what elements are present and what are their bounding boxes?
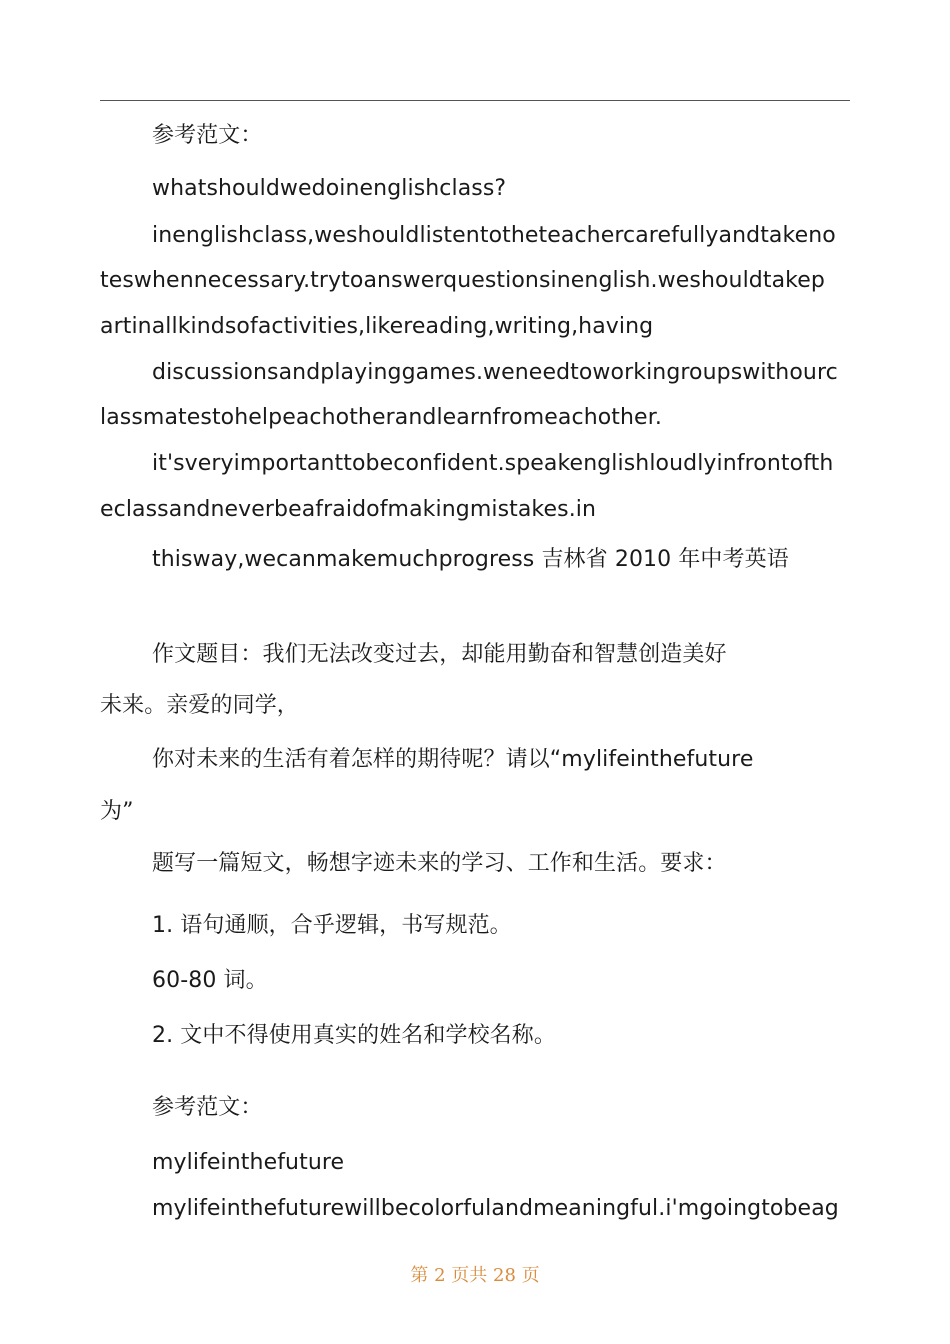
- section-heading: 参考范文：: [152, 1095, 263, 1120]
- text-line: it'sveryimportanttobeconfident.speakenglishloudlyinfrontofth: [152, 451, 834, 476]
- requirement-item: 1. 语句通顺，合乎逻辑，书写规范。: [152, 913, 512, 938]
- prompt-line: 为”: [100, 799, 134, 824]
- essay-title: mylifeinthefuture: [152, 1150, 345, 1175]
- requirement-item: 2. 文中不得使用真实的姓名和学校名称。: [152, 1023, 556, 1048]
- text-line: artinallkindsofactivities,likereading,writing,having: [100, 314, 654, 339]
- essay-title: whatshouldwedoinenglishclass?: [152, 176, 507, 201]
- text-line: inenglishclass,weshouldlistentotheteachercarefullyandtakeno: [152, 223, 836, 248]
- text-line: mylifeinthefuturewillbecolorfulandmeaningful.i'mgoingtobeag: [152, 1196, 839, 1221]
- header-rule: [100, 100, 850, 101]
- page-footer: 第 2 页共 28 页: [410, 1265, 540, 1286]
- text-line: eclassandneverbeafraidofmakingmistakes.in: [100, 497, 597, 522]
- prompt-line: 题写一篇短文，畅想字迹未来的学习、工作和生活。要求：: [152, 851, 727, 876]
- text-line: teswhennecessary.trytoanswerquestionsinenglish.weshouldtakep: [100, 268, 825, 293]
- requirement-note: 60-80 词。: [152, 968, 268, 993]
- prompt-line: 作文题目：我们无法改变过去，却能用勤奋和智慧创造美好: [152, 642, 727, 667]
- text-line: lassmatestohelpeachotherandlearnfromeachother.: [100, 405, 662, 430]
- text-line: discussionsandplayinggames.weneedtoworkingroupswithourc: [152, 360, 838, 385]
- prompt-line: 未来。亲爱的同学，: [100, 693, 299, 718]
- text-line: thisway,wecanmakemuchprogress 吉林省 2010 年中考英语: [152, 547, 789, 572]
- section-heading: 参考范文：: [152, 123, 263, 148]
- prompt-line: 你对未来的生活有着怎样的期待呢？请以“mylifeinthefuture: [152, 747, 754, 772]
